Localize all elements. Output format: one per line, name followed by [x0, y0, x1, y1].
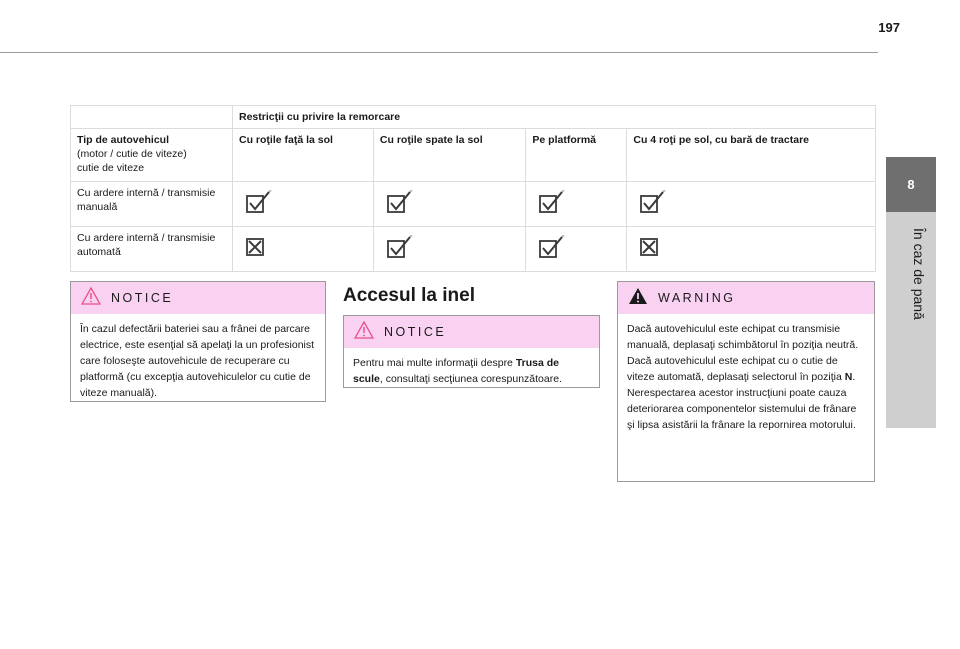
notice-box-battery	[70, 281, 326, 402]
checkbox-checked-icon	[386, 235, 414, 263]
chapter-label: În caz de pană	[911, 228, 927, 320]
table-row	[71, 227, 876, 272]
warning-triangle-filled-icon	[628, 287, 648, 310]
row-1-cell-3	[633, 231, 869, 267]
checkbox-checked-icon	[245, 190, 273, 218]
row-1-cell-0	[239, 231, 367, 267]
column-header: Cu roţile faţă la sol	[233, 129, 374, 182]
row-1-cell-2	[532, 231, 620, 267]
vehicle-type-header	[71, 129, 233, 182]
row-1-cell-1	[380, 231, 519, 267]
vehicle-type-line3: cutie de viteze	[77, 162, 145, 174]
row-0-cell-1	[380, 186, 519, 222]
warning-box	[617, 281, 875, 482]
vehicle-type-title: Tip de autovehicul	[77, 134, 169, 146]
warning-paragraph: Dacă autovehiculul este echipat cu transmisie manuală, deplasaţi schimbătorul în poziţia neutră.	[627, 323, 859, 351]
row-0-cell-3	[633, 186, 869, 222]
row-0-cell-0	[239, 186, 367, 222]
tool-kit-term: Trusa de scule	[353, 357, 560, 385]
row-label: Cu ardere internă / transmisie automată	[71, 227, 233, 272]
column-header: Cu roţile spate la sol	[373, 129, 525, 182]
checkbox-crossed-icon	[245, 237, 265, 261]
section-title: Accesul la inel	[343, 285, 476, 306]
table-title: Restricţii cu privire la remorcare	[233, 106, 876, 129]
checkbox-checked-icon	[538, 190, 566, 218]
towing-restrictions-table	[70, 105, 876, 272]
chapter-tab[interactable]	[886, 157, 936, 212]
warning-header	[618, 282, 874, 314]
notice-title: NOTICE	[111, 291, 174, 305]
warning-triangle-icon	[81, 287, 101, 310]
column-header: Cu 4 roţi pe sol, cu bară de tractare	[627, 129, 876, 182]
notice-title: NOTICE	[384, 325, 447, 339]
warning-paragraph: Dacă autovehiculul este echipat cu o cutie de viteze automată, deplasaţi selectorul în poziţia N.	[627, 355, 856, 383]
notice-body: Pentru mai multe informaţii despre Trusa de scule, consultaţi secţiunea corespunzătoare.	[353, 357, 562, 385]
row-label: Cu ardere internă / transmisie manuală	[71, 182, 233, 227]
top-rule	[0, 52, 878, 53]
notice-header	[344, 316, 599, 348]
page-number: 197	[878, 20, 900, 35]
column-header: Pe platformă	[526, 129, 627, 182]
table-title-row	[71, 106, 876, 129]
checkbox-checked-icon	[386, 190, 414, 218]
vehicle-type-line2: (motor / cutie de viteze)	[77, 148, 187, 160]
table-row	[71, 182, 876, 227]
warning-body	[618, 314, 874, 440]
notice-header	[71, 282, 325, 314]
warning-title: WARNING	[658, 291, 736, 305]
warning-triangle-icon	[354, 321, 374, 344]
checkbox-checked-icon	[639, 190, 667, 218]
notice-box-tools	[343, 315, 600, 388]
warning-paragraph: Nerespectarea acestor instrucţiuni poate cauza deteriorarea componentelor sistemului de frânare şi lipsa asistării la frânare la repornirea motorului.	[627, 387, 857, 431]
table-header-row	[71, 129, 876, 182]
checkbox-checked-icon	[538, 235, 566, 263]
checkbox-crossed-icon	[639, 237, 659, 261]
chapter-number: 8	[907, 177, 915, 192]
notice-body: În cazul defectării bateriei sau a frânei de parcare electrice, este esenţial să apelaţi la un profesionist care foloseşte autovehicule de recuperare cu platformă (cu excepţia autovehiculelor cu cutie de viteze manuală).	[80, 323, 315, 399]
row-0-cell-2	[532, 186, 620, 222]
